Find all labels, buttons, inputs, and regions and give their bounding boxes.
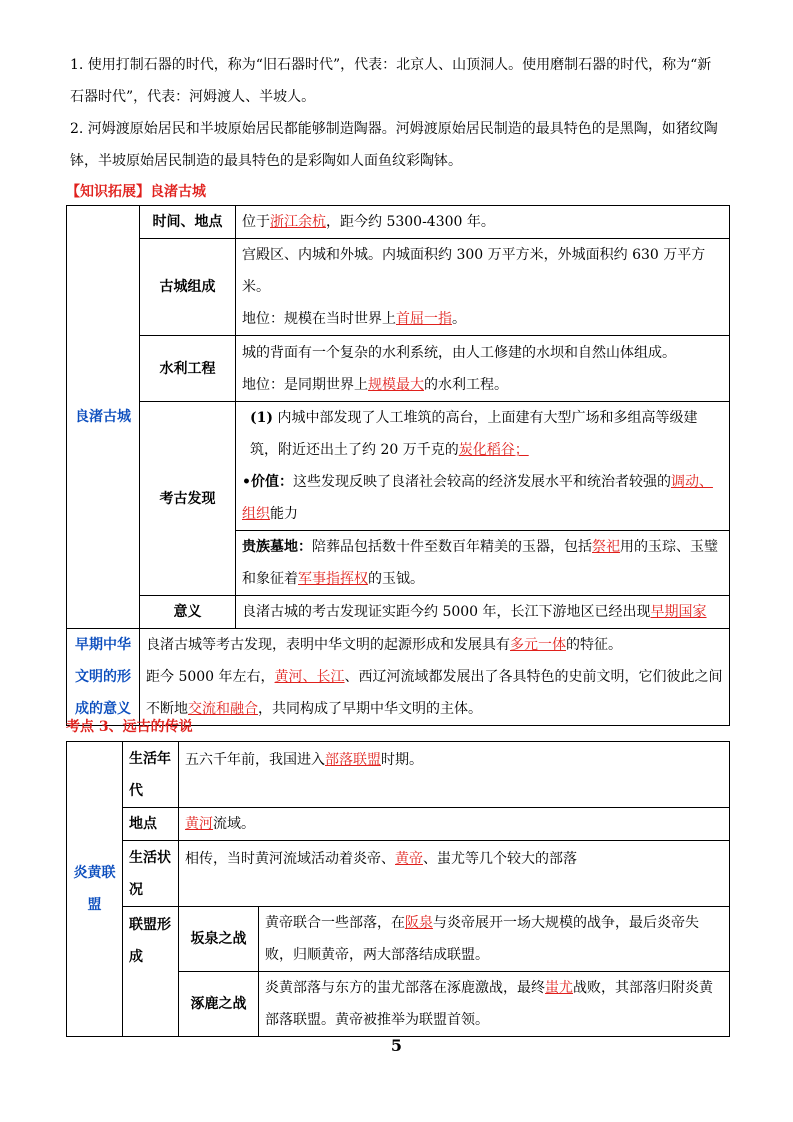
battle-content-banquan: 黄帝联合一些部落，在阪泉与炎帝展开一场大规模的战争，最后炎帝失败，归顺黄帝，两大部落结成联盟。: [259, 907, 730, 972]
section-heading-legends: 考点 3、远古的传说: [66, 719, 193, 735]
row-label-water: 水利工程: [140, 336, 236, 402]
intro-paragraph-1: 1. 使用打制石器的时代，称为“旧石器时代”，代表：北京人、山顶洞人。使用磨制石器的时代，称为“新石器时代”，代表：河姆渡人、半坡人。: [70, 57, 712, 105]
row-label-time: 时间、地点: [140, 206, 236, 239]
row-label-formation: 联盟形成: [123, 907, 179, 1037]
row-content-water: 城的背面有一个复杂的水利系统，由人工修建的水坝和自然山体组成。 地位：是同期世界上规模最大的水利工程。: [236, 336, 730, 402]
page-number: 5: [390, 1036, 403, 1055]
row-content-era: 五六千年前，我国进入部落联盟时期。: [179, 742, 730, 808]
row-label-meaning: 意义: [140, 596, 236, 629]
liangzhu-table: [66, 205, 730, 726]
battle-content-zhuolu: 炎黄部落与东方的蚩尤部落在涿鹿激战，最终蚩尤战败，其部落归附炎黄部落联盟。黄帝被推举为联盟首领。: [259, 972, 730, 1037]
battle-label-banquan: 坂泉之战: [179, 907, 259, 972]
battle-label-zhuolu: 涿鹿之战: [179, 972, 259, 1037]
yanhuang-side-label: 炎黄联盟: [67, 742, 123, 1037]
row-content-meaning: 良渚古城的考古发现证实距今约 5000 年，长江下游地区已经出现早期国家: [236, 596, 730, 629]
row-content-life: 相传，当时黄河流域活动着炎帝、黄帝、蚩尤等几个较大的部落: [179, 841, 730, 907]
liangzhu-side-label: 良渚古城: [67, 206, 140, 629]
early-civilization-label: 早期中华文明的形成的意义: [67, 629, 140, 726]
row-content-archaeology: (1) 内城中部发现了人工堆筑的高台，上面建有大型广场和多组高等级建筑，附近还出土了约 20 万千克的炭化稻谷； •价值：这些发现反映了良渚社会较高的经济发展水平和统治者较强的调动、组织能力 贵族墓地：陪葬品包括数十件至数百年精美的玉器，包括祭祀用的玉琮、玉璧和象征着军事指挥权的玉钺。: [236, 402, 730, 596]
intro-paragraph-2: 2. 河姆渡原始居民和半坡原始居民都能够制造陶器。河姆渡原始居民制造的最具特色的是黑陶，如猪纹陶钵，半坡原始居民制造的最具特色的是彩陶如人面鱼纹彩陶钵。: [70, 121, 718, 169]
row-content-time: 位于浙江余杭，距今约 5300-4300 年。: [236, 206, 730, 239]
row-label-life: 生活状况: [123, 841, 179, 907]
row-label-era: 生活年代: [123, 742, 179, 808]
row-content-city: 宫殿区、内城和外城。内城面积约 300 万平方米，外城面积约 630 万平方米。 地位：规模在当时世界上首屈一指。: [236, 239, 730, 336]
row-label-city: 古城组成: [140, 239, 236, 336]
row-label-archaeology: 考古发现: [140, 402, 236, 596]
section-heading-liangzhu: 【知识拓展】良渚古城: [66, 184, 206, 200]
early-civilization-content: 良渚古城等考古发现，表明中华文明的起源形成和发展具有多元一体的特征。 距今 5000 年左右，黄河、长江、西辽河流域都发展出了各具特色的史前文明，它们彼此之间不断地交流和融合，共同构成了早期中华文明的主体。: [140, 629, 730, 726]
row-label-place: 地点: [123, 808, 179, 841]
row-content-place: 黄河流域。: [179, 808, 730, 841]
yanhuang-table: [66, 741, 730, 1037]
